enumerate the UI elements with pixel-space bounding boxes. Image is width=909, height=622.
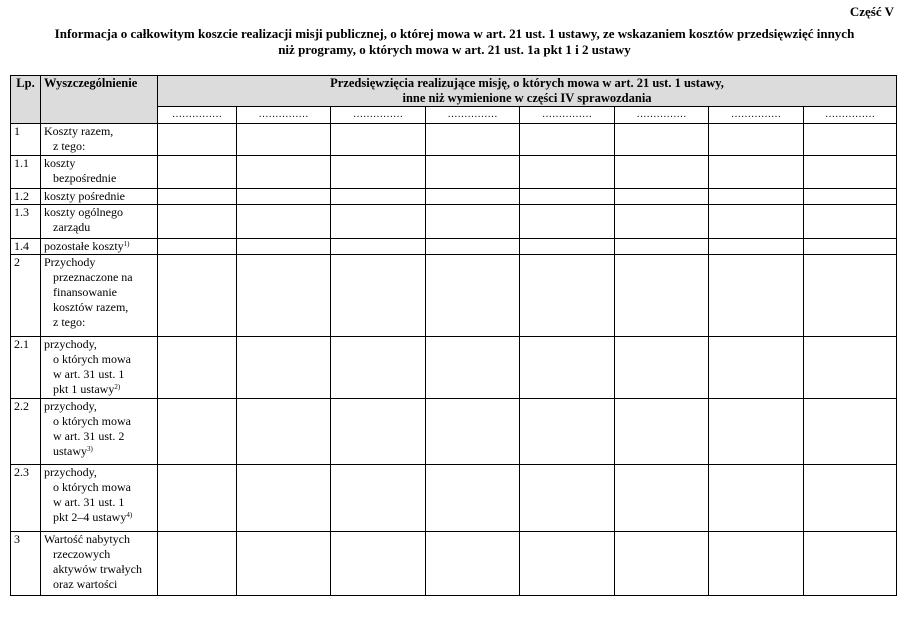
description-line [44,367,154,382]
table-row [11,156,897,189]
value-cell[interactable] [804,239,897,255]
description-line [44,315,154,330]
value-cell[interactable] [158,532,237,596]
description-line [44,495,154,510]
row-description [41,156,158,189]
header-lp: Lp. [11,76,41,124]
header-undertakings [158,76,897,107]
value-cell[interactable] [331,399,426,465]
description-text: o których mowa [53,414,131,428]
table-row [11,255,897,337]
value-cell[interactable] [615,156,709,189]
description-text: w art. 31 ust. 2 [53,429,125,443]
description-line [44,480,154,495]
value-cell[interactable] [804,532,897,596]
description-text: z tego: [53,315,86,329]
value-cell[interactable] [426,239,520,255]
value-cell[interactable] [237,337,331,399]
undertaking-name-slot[interactable]: …………… [426,107,520,124]
value-cell[interactable] [237,189,331,205]
value-cell[interactable] [615,189,709,205]
description-text: koszty ogólnego [44,205,123,219]
footnote-marker: 3) [87,445,93,453]
form-title [0,26,909,58]
value-cell[interactable] [426,465,520,532]
description-text: przychody, [44,465,97,479]
undertaking-name-slot[interactable]: …………… [158,107,237,124]
description-line [44,337,154,352]
value-cell[interactable] [615,532,709,596]
header-row [11,76,897,107]
part-label: Część V [849,4,894,19]
description-line [44,220,154,235]
value-cell[interactable] [709,156,804,189]
footnote-marker: 4) [126,511,133,519]
description-line [44,382,154,397]
description-text: aktywów trwałych [53,562,142,576]
value-cell[interactable] [331,205,426,239]
description-text: ustawy [53,444,87,458]
value-cell[interactable] [158,399,237,465]
row-description [41,239,158,255]
value-cell[interactable] [709,532,804,596]
row-description [41,465,158,532]
value-cell[interactable] [426,124,520,156]
description-line [44,577,154,592]
value-cell[interactable] [520,337,615,399]
value-cell[interactable] [237,205,331,239]
description-line [44,532,154,547]
value-cell[interactable] [615,124,709,156]
value-cell[interactable] [520,156,615,189]
value-cell[interactable] [520,189,615,205]
table-body [11,124,897,596]
row-number: 1.4 [11,239,41,255]
value-cell[interactable] [709,239,804,255]
description-line [44,239,154,254]
description-line [44,562,154,577]
value-cell[interactable] [237,124,331,156]
value-cell[interactable] [804,465,897,532]
description-text: koszty [44,156,76,170]
value-cell[interactable] [237,399,331,465]
description-line [44,156,154,171]
row-number: 2 [11,255,41,337]
value-cell[interactable] [426,255,520,337]
value-cell[interactable] [709,465,804,532]
table-row [11,465,897,532]
value-cell[interactable] [615,465,709,532]
value-cell[interactable] [804,189,897,205]
description-text: w art. 31 ust. 1 [53,367,125,381]
value-cell[interactable] [709,124,804,156]
value-cell[interactable] [331,337,426,399]
title-line-1: Informacja o całkowitym koszcie realizacji misji publicznej, o której mowa w art. 21 ust. 1 ustawy, ze wskazaniem kosztów przedsięwzięć innych [54,26,855,41]
table-row [11,189,897,205]
description-line [44,189,154,204]
row-number: 1.1 [11,156,41,189]
table-row [11,532,897,596]
value-cell[interactable] [426,399,520,465]
header-undertakings-line-2: inne niż wymienione w części IV sprawozdania [402,91,652,105]
value-cell[interactable] [158,124,237,156]
value-cell[interactable] [426,189,520,205]
value-cell[interactable] [520,124,615,156]
description-text: koszty pośrednie [44,189,125,203]
row-description [41,399,158,465]
description-text: zarządu [53,220,91,234]
value-cell[interactable] [158,205,237,239]
table-row [11,205,897,239]
undertaking-name-slot[interactable]: …………… [520,107,615,124]
description-text: w art. 31 ust. 1 [53,495,125,509]
footnote-marker: 2) [114,383,121,391]
row-description [41,124,158,156]
value-cell[interactable] [804,399,897,465]
value-cell[interactable] [709,255,804,337]
undertaking-name-slot[interactable]: …………… [237,107,331,124]
value-cell[interactable] [158,465,237,532]
value-cell[interactable] [158,255,237,337]
description-text: z tego: [53,139,86,153]
value-cell[interactable] [237,156,331,189]
value-cell[interactable] [804,124,897,156]
description-text: przychody, [44,337,97,351]
value-cell[interactable] [615,255,709,337]
description-line [44,205,154,220]
description-text: Wartość nabytych [44,532,131,546]
description-text: Przychody [44,255,96,269]
value-cell[interactable] [331,189,426,205]
description-line [44,352,154,367]
value-cell[interactable] [426,205,520,239]
value-cell[interactable] [331,255,426,337]
table-row [11,337,897,399]
description-text: pkt 2–4 ustawy [53,510,127,524]
value-cell[interactable] [426,156,520,189]
row-number: 2.3 [11,465,41,532]
row-description [41,189,158,205]
title-line-2: niż programy, o których mowa w art. 21 ust. 1a pkt 1 i 2 ustawy [278,42,631,57]
row-description [41,337,158,399]
value-cell[interactable] [158,239,237,255]
undertaking-name-slot[interactable]: …………… [331,107,426,124]
value-cell[interactable] [615,399,709,465]
description-line [44,465,154,480]
value-cell[interactable] [331,124,426,156]
description-line [44,414,154,429]
value-cell[interactable] [237,255,331,337]
description-text: Koszty razem, [44,124,114,138]
description-text: przeznaczone na [53,270,133,284]
value-cell[interactable] [615,205,709,239]
value-cell[interactable] [331,156,426,189]
value-cell[interactable] [804,337,897,399]
value-cell[interactable] [520,532,615,596]
description-text: o których mowa [53,352,131,366]
value-cell[interactable] [804,156,897,189]
table-row [11,399,897,465]
description-line [44,547,154,562]
description-text: przychody, [44,399,97,413]
description-line [44,300,154,315]
value-cell[interactable] [520,239,615,255]
value-cell[interactable] [520,205,615,239]
row-description [41,205,158,239]
row-number: 2.1 [11,337,41,399]
description-text: finansowanie [53,285,117,299]
description-text: oraz wartości [53,577,118,591]
undertaking-name-slot[interactable]: …………… [615,107,709,124]
value-cell[interactable] [237,465,331,532]
description-line [44,285,154,300]
value-cell[interactable] [426,337,520,399]
description-text: pozostałe koszty [44,239,124,253]
description-line [44,124,154,139]
row-number: 1.3 [11,205,41,239]
row-number: 1.2 [11,189,41,205]
value-cell[interactable] [615,337,709,399]
description-line [44,270,154,285]
description-line [44,429,154,444]
value-cell[interactable] [615,239,709,255]
value-cell[interactable] [426,532,520,596]
header-description: Wyszczególnienie [41,76,158,124]
description-text: o których mowa [53,480,131,494]
value-cell[interactable] [520,399,615,465]
value-cell[interactable] [331,465,426,532]
header-undertakings-line-1: Przedsięwzięcia realizujące misję, o których mowa w art. 21 ust. 1 ustawy, [330,76,724,90]
value-cell[interactable] [709,205,804,239]
value-cell[interactable] [237,532,331,596]
description-line [44,139,154,154]
description-line [44,510,154,525]
value-cell[interactable] [520,465,615,532]
undertaking-name-slot[interactable]: …………… [804,107,897,124]
value-cell[interactable] [804,205,897,239]
value-cell[interactable] [709,399,804,465]
footnote-marker: 1) [123,240,130,248]
description-line [44,399,154,414]
value-cell[interactable] [237,239,331,255]
description-line [44,171,154,186]
row-description [41,532,158,596]
value-cell[interactable] [158,337,237,399]
value-cell[interactable] [331,532,426,596]
description-text: bezpośrednie [53,171,117,185]
undertaking-name-slot[interactable]: …………… [709,107,804,124]
row-number: 3 [11,532,41,596]
row-number: 1 [11,124,41,156]
description-line [44,444,154,459]
description-text: rzeczowych [53,547,111,561]
table-row [11,124,897,156]
description-text: kosztów razem, [53,300,129,314]
value-cell[interactable] [520,255,615,337]
cost-table [10,75,897,596]
value-cell[interactable] [709,189,804,205]
value-cell[interactable] [158,156,237,189]
description-text: pkt 1 ustawy [53,382,115,396]
value-cell[interactable] [709,337,804,399]
value-cell[interactable] [804,255,897,337]
table-row [11,239,897,255]
description-line [44,255,154,270]
value-cell[interactable] [158,189,237,205]
row-number: 2.2 [11,399,41,465]
value-cell[interactable] [331,239,426,255]
row-description [41,255,158,337]
